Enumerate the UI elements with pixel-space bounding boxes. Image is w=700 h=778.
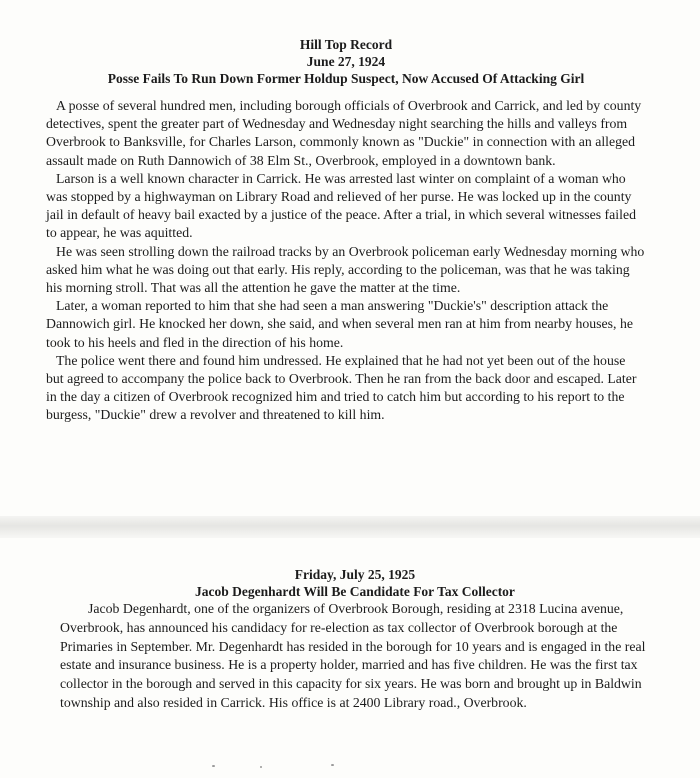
paper-fold — [0, 516, 700, 538]
article-degenhardt — [60, 566, 650, 713]
paragraph: Larson is a well known character in Carrick. He was arrested last winter on complaint of a woman who was stopped by a highwayman on Library Road and relieved of her purse. He was locked up in the county jail in default of heavy bail exacted by a justice of the peace. After a trial, in which several witnesses failed to appear, he was aquitted. — [46, 170, 636, 241]
article-date: Friday, July 25, 1925 — [294, 567, 416, 582]
paragraph: He was seen strolling down the railroad tracks by an Overbrook policeman early Wednesday morning who asked him what he was doing out that early. His reply, according to the policeman, was that he was taking his morning stroll. That was all the attention he gave the matter at the time. — [46, 243, 645, 296]
paragraph: The police went there and found him undressed. He explained that he had not yet been out of the house but agreed to accompany the police back to Overbrook. Then he ran from the back door and escaped. Later in the day a citizen of Overbrook recognized him and tried to catch him but according to his report to the burgess, "Duckie" drew a revolver and threatened to kill him. — [46, 352, 637, 423]
article-posse — [46, 36, 646, 425]
scan-speck — [260, 766, 262, 768]
article-body — [46, 97, 646, 425]
scan-speck — [331, 764, 334, 766]
paragraph: Jacob Degenhardt, one of the organizers of Overbrook Borough, residing at 2318 Lucina avenue, Overbrook, has announced his candidacy for re-election as tax collector of Overbrook borough at the Primaries in September. Mr. Degenhardt has resided in the borough for 10 years and is engaged in the real estate and insurance business. He is a property holder, married and has five children. He was the first tax collector in the borough and served in this capacity for six years. He was born and brought up in Baldwin township and also resided in Carrick. His office is at 2400 Library road., Overbrook. — [60, 601, 646, 710]
paragraph: A posse of several hundred men, including borough officials of Overbrook and Carrick, and led by county detectives, spent the greater part of Wednesday and Wednesday night searching the hills and valleys from Overbrook to Banksville, for Charles Larson, commonly known as "Duckie" in connection with an alleged assault made on Ruth Dannowich of 38 Elm St., Overbrook, employed in a downtown bank. — [46, 98, 642, 168]
newspaper-name: Hill Top Record — [299, 37, 393, 52]
article-body — [60, 600, 650, 713]
scan-speck — [212, 765, 215, 767]
article-headline: Jacob Degenhardt Will Be Candidate For Tax Collector — [195, 584, 515, 599]
article-date: June 27, 1924 — [306, 54, 386, 69]
paragraph: Later, a woman reported to him that she had seen a man answering "Duckie's" description attack the Dannowich girl. He knocked her down, she said, and when several men ran at him from nearby houses, he took to his heels and fled in the direction of his home. — [46, 298, 633, 350]
article-headline: Posse Fails To Run Down Former Holdup Suspect, Now Accused Of Attacking Girl — [107, 71, 585, 86]
